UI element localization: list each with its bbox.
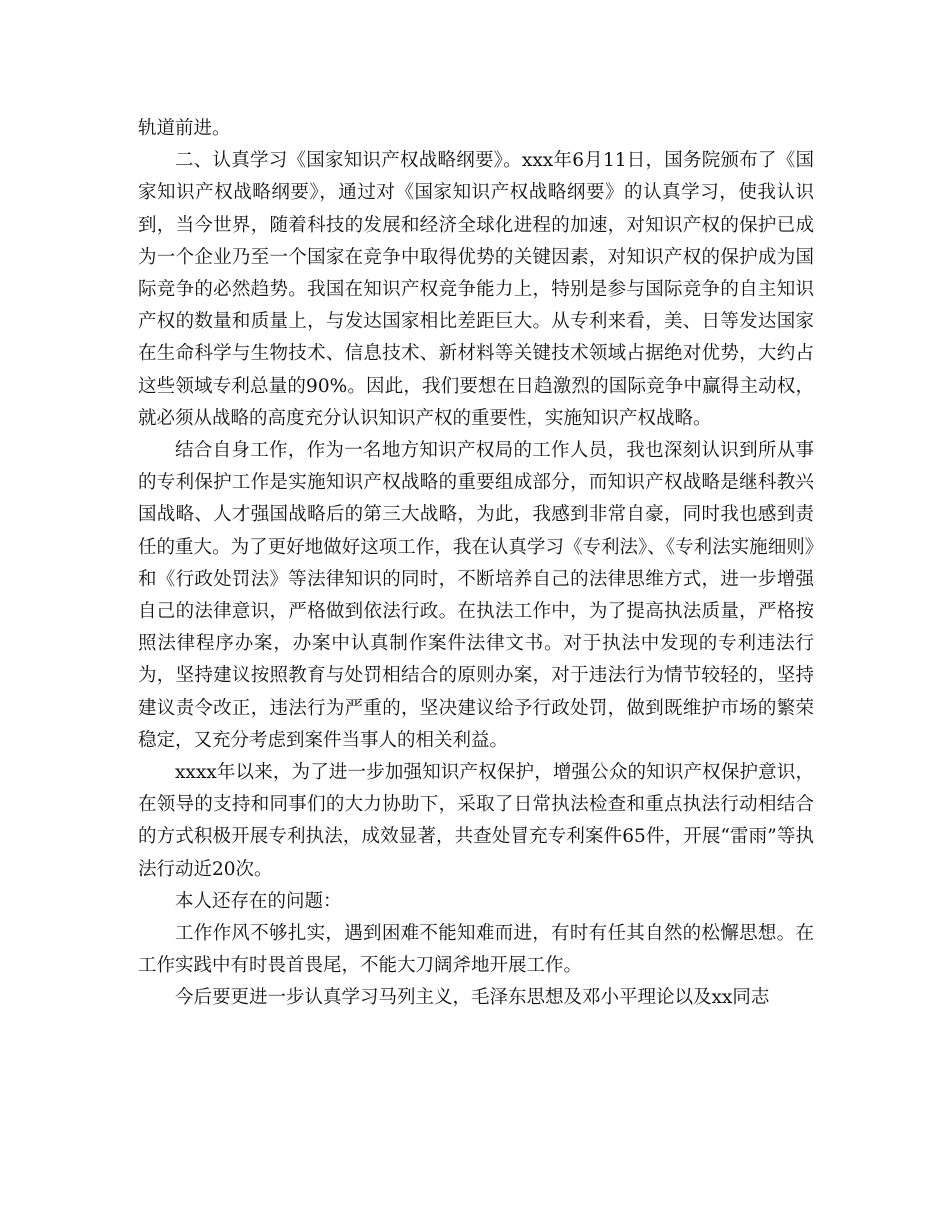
- paragraph-strategy-outline: 二、认真学习《国家知识产权战略纲要》。xxx年6月11日，国务院颁布了《国家知识产权战略纲要》，通过对《国家知识产权战略纲要》的认真学习，使我认识到，当今世界，随着科技的发展和经济全球化进程的加速，对知识产权的保护已成为一个企业乃至一个国家在竞争中取得优势的关键因素，对知识产权的保护成为国际竞争的必然趋势。我国在知识产权竞争能力上，特别是参与国际竞争的自主知识产权的数量和质量上，与发达国家相比差距巨大。从专利来看，美、日等发达国家在生命科学与生物技术、信息技术、新材料等关键技术领域占据绝对优势，大约占这些领域专利总量的90%。因此，我们要想在日趋激烈的国际竞争中赢得主动权，就必须从战略的高度充分认识知识产权的重要性，实施知识产权战略。: [138, 150, 814, 429]
- paragraph-future-plan: 今后要更进一步认真学习马列主义，毛泽东思想及邓小平理论以及xx同志: [175, 987, 770, 1009]
- paragraph-enforcement-results: xxxx年以来，为了进一步加强知识产权保护，增强公众的知识产权保护意识，在领导的支持和同事们的大力协助下，采取了日常执法检查和重点执法行动相结合的方式积极开展专利执法，成效显著，共查处冒充专利案件65件，开展“雷雨”等执法行动近20次。: [138, 762, 814, 880]
- paragraph-problems-heading: 本人还存在的问题：: [175, 890, 342, 912]
- paragraph-continuation: 轨道前进。: [138, 118, 231, 139]
- paragraph-own-work: 结合自身工作，作为一名地方知识产权局的工作人员，我也深刻认识到所从事的专利保护工作是实施知识产权战略的重要组成部分，而知识产权战略是继科教兴国战略、人才强国战略后的第三大战略，为此，我感到非常自豪，同时我也感到责任的重大。为了更好地做好这项工作，我在认真学习《专利法》、《专利法实施细则》和《行政处罚法》等法律知识的同时，不断培养自己的法律思维方式，进一步增强自己的法律意识，严格做到依法行政。在执法工作中，为了提高执法质量，严格按照法律程序办案，办案中认真制作案件法律文书。对于执法中发现的专利违法行为，坚持建议按照教育与处罚相结合的原则办案，对于违法行为情节较轻的，坚持建议责令改正，违法行为严重的，坚决建议给予行政处罚，做到既维护市场的繁荣稳定，又充分考虑到案件当事人的相关利益。: [138, 440, 814, 751]
- paragraph-problems: 工作作风不够扎实，遇到困难不能知难而进，有时有任其自然的松懈思想。在工作实践中有时畏首畏尾，不能大刀阔斧地开展工作。: [138, 923, 814, 977]
- document-body: [138, 113, 814, 1015]
